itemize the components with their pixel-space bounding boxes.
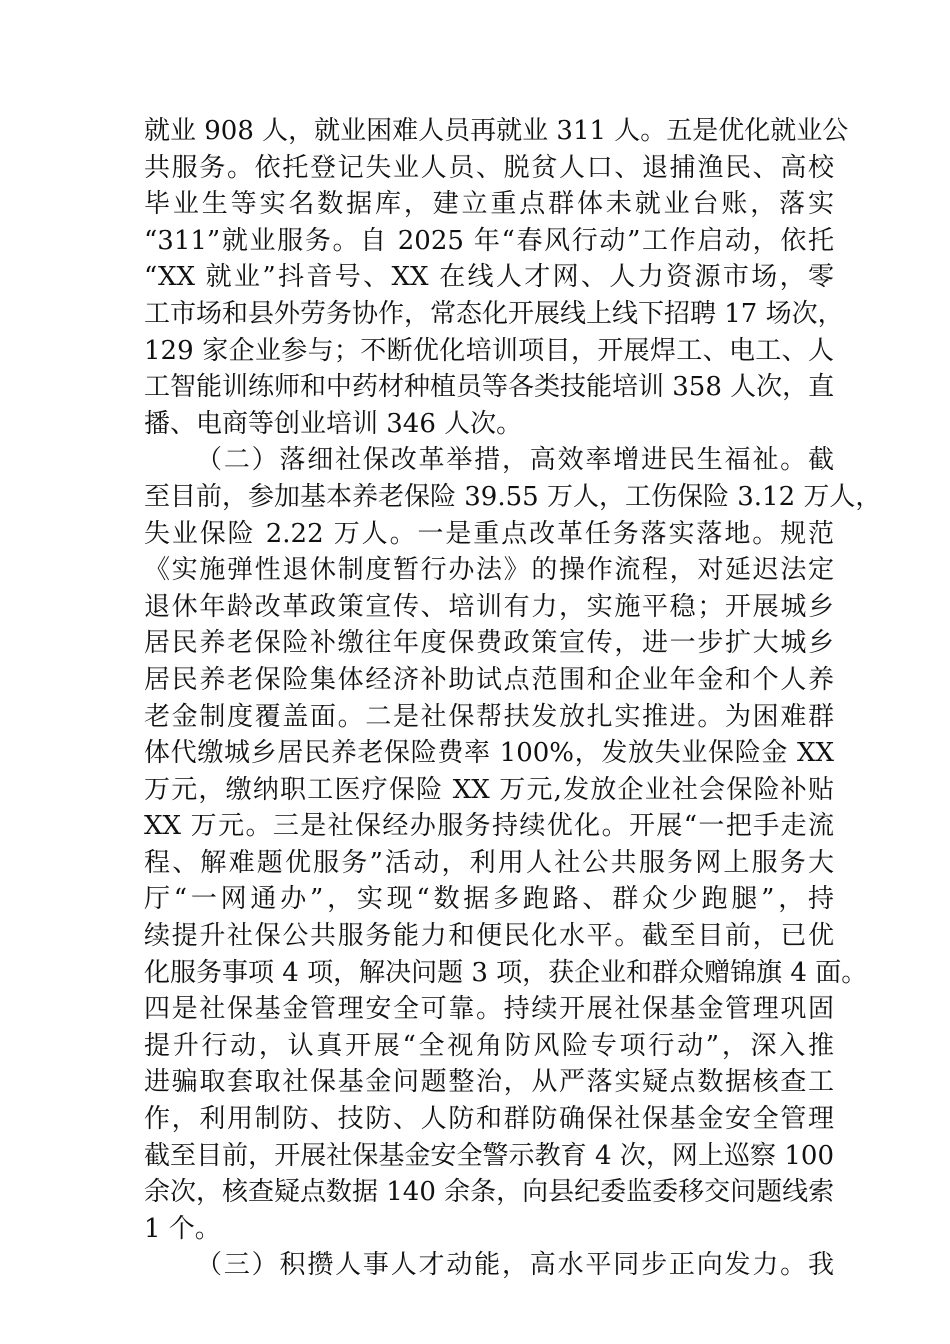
text-line: 体代缴城乡居民养老保险费率 100%，发放失业保险金 XX xyxy=(144,738,834,769)
text-line: “XX 就业”抖音号、XX 在线人才网、人力资源市场，零 xyxy=(144,262,834,293)
text-line: 厅“一网通办”，实现“数据多跑路、群众少跑腿”，持 xyxy=(144,884,834,915)
text-line: 播、电商等创业培训 346 人次。 xyxy=(144,408,523,439)
text-line: 毕业生等实名数据库，建立重点群体未就业台账，落实 xyxy=(144,189,834,220)
text-line: 作，利用制防、技防、人防和群防确保社保基金安全管理 xyxy=(144,1104,834,1135)
text-line: 退休年龄改革政策宣传、培训有力，实施平稳；开展城乡 xyxy=(144,591,834,622)
text-line: 共服务。依托登记失业人员、脱贫人口、退捕渔民、高校 xyxy=(144,152,834,183)
document-body xyxy=(144,113,882,1284)
text-line: 四是社保基金管理安全可靠。持续开展社保基金管理巩固 xyxy=(144,994,834,1025)
text-line: 1 个。 xyxy=(144,1213,221,1244)
text-line: 进骗取套取社保基金问题整治，从严落实疑点数据核查工 xyxy=(144,1067,834,1098)
text-line: 居民养老保险补缴往年度保费政策宣传，进一步扩大城乡 xyxy=(144,628,834,659)
text-line: XX 万元。三是社保经办服务持续优化。开展“一把手走流 xyxy=(144,811,834,842)
text-line: 万元，缴纳职工医疗保险 XX 万元,发放企业社会保险补贴 xyxy=(144,774,834,805)
text-line: 129 家企业参与；不断优化培训项目，开展焊工、电工、人 xyxy=(144,335,834,366)
text-line: “311”就业服务。自 2025 年“春风行动”工作启动，依托 xyxy=(144,225,834,256)
text-line: 程、解难题优服务”活动，利用人社公共服务网上服务大 xyxy=(144,847,834,878)
text-line: 截至目前，开展社保基金安全警示教育 4 次，网上巡察 100 xyxy=(144,1140,834,1171)
text-line: 提升行动，认真开展“全视角防风险专项行动”，深入推 xyxy=(144,1030,834,1061)
text-line: 《实施弹性退休制度暂行办法》的操作流程，对延迟法定 xyxy=(144,555,834,586)
text-line: 老金制度覆盖面。二是社保帮扶发放扎实推进。为困难群 xyxy=(144,701,834,732)
text-line: 续提升社保公共服务能力和便民化水平。截至目前，已优 xyxy=(144,921,834,952)
text-line: 余次，核查疑点数据 140 余条，向县纪委监委移交问题线索 xyxy=(144,1177,835,1208)
text-line: 工智能训练师和中药材种植员等各类技能培训 358 人次，直 xyxy=(144,372,835,403)
text-line: 化服务事项 4 项，解决问题 3 项，获企业和群众赠锦旗 4 面。 xyxy=(144,957,868,988)
text-line: 失业保险 2.22 万人。一是重点改革任务落实落地。规范 xyxy=(144,518,834,549)
text-line: （三）积攒人事人才动能，高水平同步正向发力。我 xyxy=(196,1250,834,1281)
text-line: 居民养老保险集体经济补助试点范围和企业年金和个人养 xyxy=(144,664,834,695)
text-line: 工市场和县外劳务协作，常态化开展线上线下招聘 17 场次， xyxy=(144,298,844,329)
text-line: （二）落细社保改革举措，高效率增进民生福祉。截 xyxy=(196,445,834,476)
text-line: 至目前，参加基本养老保险 39.55 万人，工伤保险 3.12 万人， xyxy=(144,481,882,512)
text-line: 就业 908 人，就业困难人员再就业 311 人。五是优化就业公 xyxy=(144,116,849,146)
